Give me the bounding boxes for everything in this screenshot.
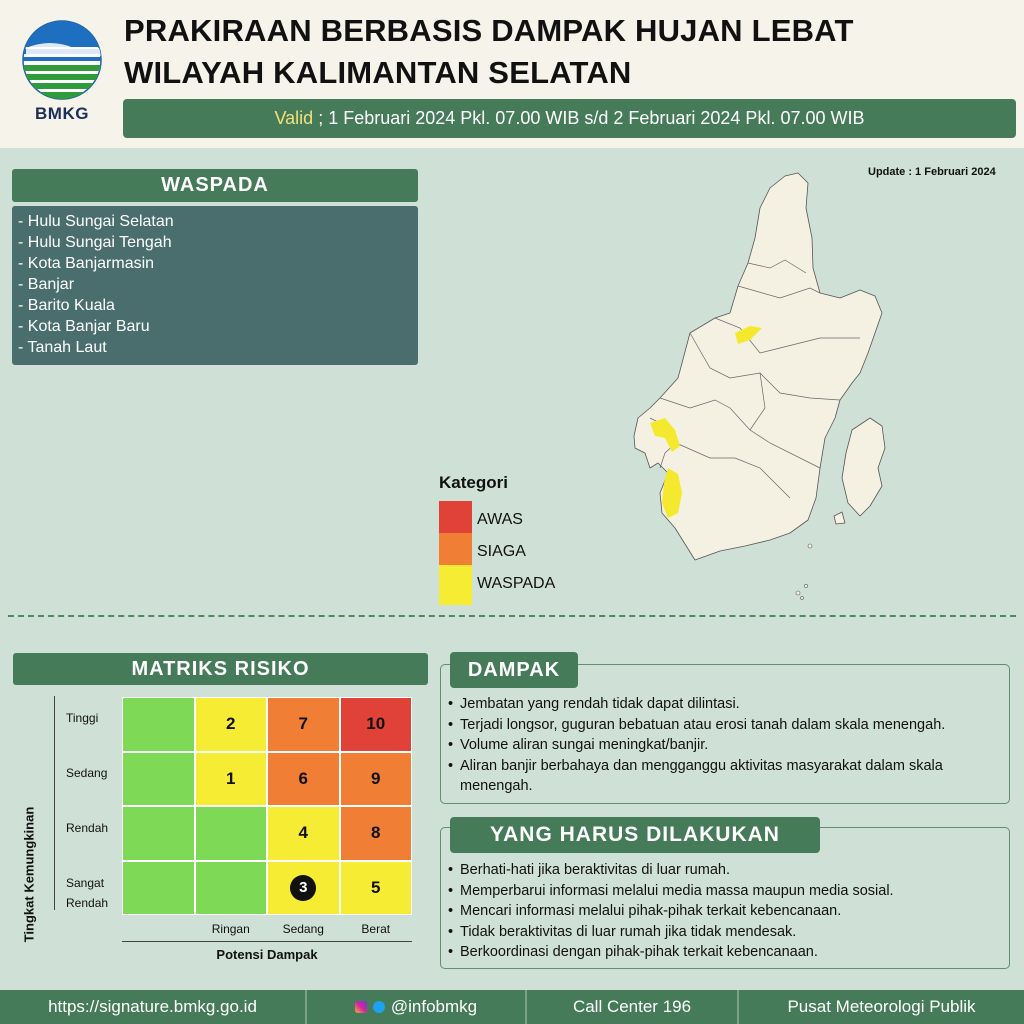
list-item: - Banjar [18,276,75,293]
update-date: Update : 1 Februari 2024 [868,166,996,178]
footer-call-center: Call Center 196 [527,990,739,1024]
matrix-cell [340,697,413,752]
matrix-cell [267,861,340,916]
todo-header: YANG HARUS DILAKUKAN [450,817,820,853]
matrix-cell [122,806,195,861]
instagram-icon [355,1001,367,1013]
row-label: Tinggi [66,711,99,725]
list-item: • Tidak beraktivitas di luar rumah jika tidak mendesak. [448,922,1001,943]
matrix-grid [122,697,412,915]
matrix-cell-value: 10 [366,714,386,734]
bmkg-logo [20,18,104,126]
list-item: - Hulu Sungai Tengah [18,234,172,251]
legend-label: AWAS [477,511,523,528]
title-line-1: PRAKIRAAN BERBASIS DAMPAK HUJAN LEBAT [124,13,854,48]
matrix-header: MATRIKS RISIKO [13,653,428,685]
todo-list [448,860,1001,963]
col-label: Berat [361,922,391,936]
matrix-cell [340,752,413,807]
legend-label: WASPADA [477,575,556,592]
list-item: - Tanah Laut [18,339,107,356]
matrix-cell-value: 9 [371,768,381,788]
matrix-cell-value: 7 [298,714,308,734]
footer-social[interactable] [307,990,527,1024]
matrix-cell [267,697,340,752]
valid-period-bar [123,99,1016,138]
list-item: • Terjadi longsor, guguran bebatuan atau erosi tanah dalam skala menengah. [448,715,1001,736]
page-title [124,10,854,94]
list-item: • Berkoordinasi dengan pihak-pihak terkait kebencanaan. [448,942,1001,963]
waspada-region-list [12,206,418,365]
legend-swatch [439,565,472,605]
risk-matrix [12,690,428,970]
legend-label: SIAGA [477,543,526,560]
matrix-cell [267,806,340,861]
matrix-cell [267,752,340,807]
list-item: • Berhati-hati jika beraktivitas di luar rumah. [448,860,1001,881]
y-axis-line [54,696,55,910]
selected-risk-marker: 3 [290,875,316,901]
twitter-icon [373,1001,385,1013]
matrix-cell-value: 2 [226,714,236,734]
social-handle: @infobmkg [390,997,478,1016]
matrix-cell [122,861,195,916]
list-item: - Hulu Sungai Selatan [18,213,174,230]
section-divider [8,615,1016,617]
region-map [620,168,900,608]
footer-unit: Pusat Meteorologi Publik [787,997,976,1016]
matrix-cell [195,752,268,807]
footer [0,990,1024,1024]
matrix-cell-value: 4 [298,823,308,843]
legend-item-waspada [439,565,599,605]
x-axis-title: Potensi Dampak [216,947,318,962]
x-axis-line [122,941,412,942]
header [0,0,1024,148]
list-item: • Aliran banjir berbahaya dan mengganggu aktivitas masyarakat dalam skala menengah. [448,756,1001,797]
map-island [834,512,845,524]
matrix-cell [340,806,413,861]
list-item: • Volume aliran sungai meningkat/banjir. [448,735,1001,756]
logo-text: BMKG [35,104,89,123]
y-axis-title-text: Tingkat Kemungkinan [21,806,37,943]
dampak-list [448,694,1001,797]
matrix-cell [195,861,268,916]
bmkg-logo-icon [20,18,104,102]
matrix-cell [195,806,268,861]
valid-label: Valid [274,108,314,128]
matrix-cell [122,752,195,807]
waspada-header: WASPADA [12,169,418,202]
row-label: Rendah [66,821,109,835]
list-item: - Kota Banjar Baru [18,318,150,335]
list-item: • Mencari informasi melalui pihak-pihak terkait kebencanaan. [448,901,1001,922]
list-item: • Memperbarui informasi melalui media massa maupun media sosial. [448,881,1001,902]
valid-period-text: ; 1 Februari 2024 Pkl. 07.00 WIB s/d 2 Februari 2024 Pkl. 07.00 WIB [313,108,865,128]
matrix-cell-value: 5 [371,877,381,897]
footer-website-link[interactable]: https://signature.bmkg.go.id [0,990,307,1024]
matrix-cell-value: 6 [298,768,308,788]
row-label: Sangat Rendah [66,876,109,910]
matrix-cell-value: 1 [226,768,236,788]
list-item: - Barito Kuala [18,297,115,314]
col-label: Sedang [282,922,324,936]
legend-title: Kategori [439,473,508,492]
list-item: - Kota Banjarmasin [18,255,155,272]
dampak-header: DAMPAK [450,652,578,688]
matrix-cell-value: 8 [371,823,381,843]
row-label: Sedang [66,766,108,780]
map-island [842,418,885,516]
matrix-cell [195,697,268,752]
matrix-cell [122,697,195,752]
title-line-2: WILAYAH KALIMANTAN SELATAN [124,55,632,90]
col-label: Ringan [211,922,250,936]
list-item: • Jembatan yang rendah tidak dapat dilintasi. [448,694,1001,715]
matrix-cell [340,861,413,916]
